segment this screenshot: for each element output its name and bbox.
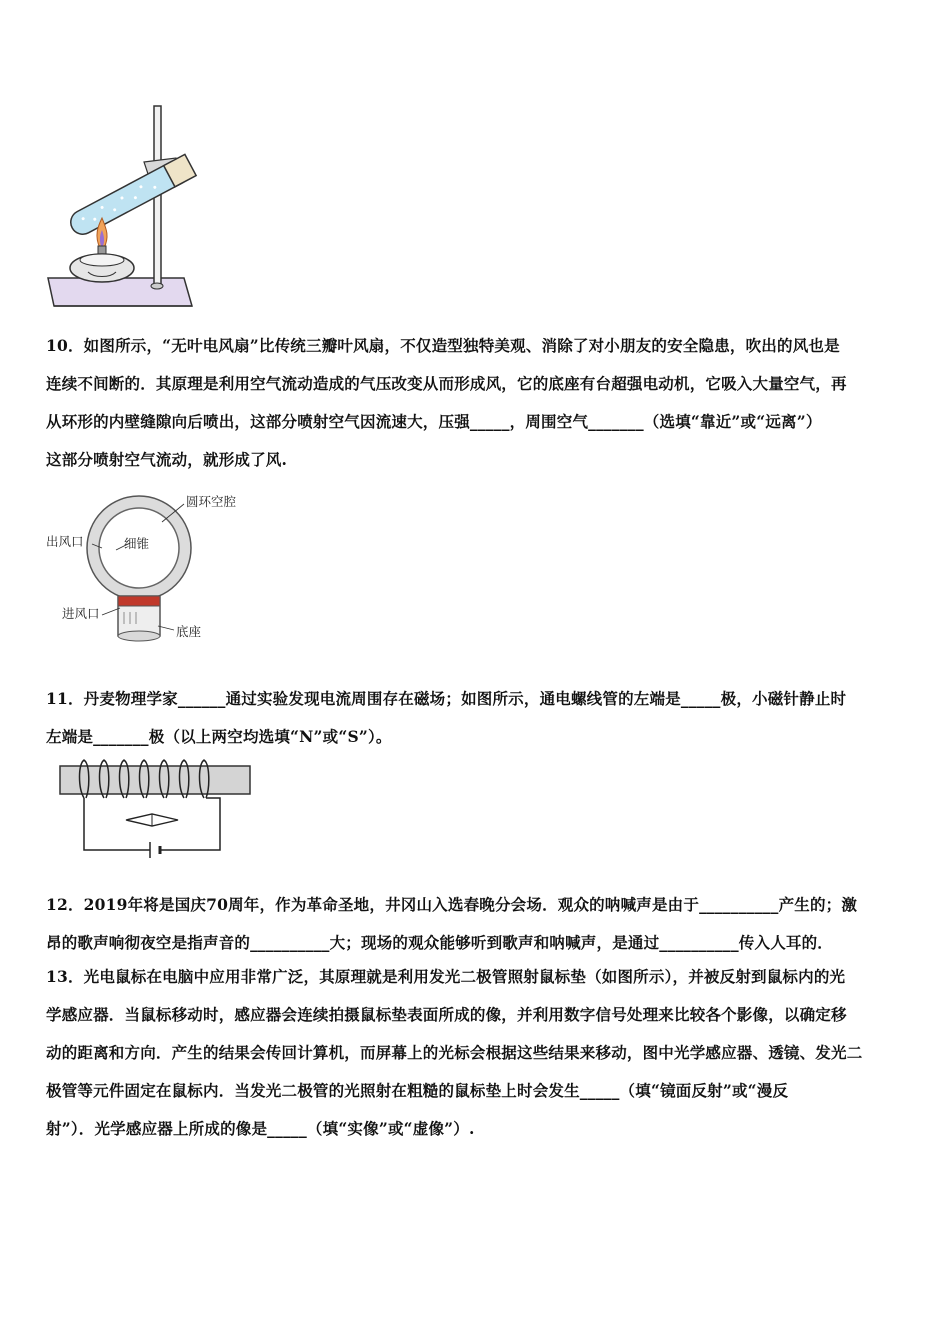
question-13-line-4: 极管等元件固定在鼠标内．当发光二极管的光照射在粗糙的鼠标垫上时会发生_____（填“镜面反射”或“漫反 <box>46 1081 789 1100</box>
question-12-line-1: 12．2019年将是国庆70周年，作为革命圣地，井冈山入选春晚分会场．观众的呐喊声是由于__________产生的；激 <box>46 895 858 914</box>
fan-label-cone: 细锥 <box>124 536 150 551</box>
question-13-line-2: 学感应器．当鼠标移动时，感应器会连续拍摄鼠标垫表面所成的像，并利用数字信号处理来比较各个影像，以确定移 <box>46 1005 847 1024</box>
question-13-line-1: 13．光电鼠标在电脑中应用非常广泛，其原理就是利用发光二极管照射鼠标垫（如图所示），并被反射到鼠标内的光 <box>46 967 846 986</box>
question-11 <box>46 680 908 756</box>
question-10 <box>46 327 908 479</box>
solenoid-circuit-figure <box>56 758 256 862</box>
question-10-line-2: 连续不间断的．其原理是利用空气流动造成的气压改变从而形成风，它的底座有台超强电动机，它吸入大量空气，再 <box>46 374 847 393</box>
fan-label-outlet: 出风口 <box>46 534 84 549</box>
bladeless-fan-figure <box>44 490 264 652</box>
question-13-line-3: 动的距离和方向．产生的结果会传回计算机，而屏幕上的光标会根据这些结果来移动，图中光学感应器、透镜、发光二 <box>46 1043 863 1062</box>
fan-label-base: 底座 <box>176 624 202 639</box>
question-13-line-5: 射”）．光学感应器上所成的像是_____（填“实像”或“虚像”）. <box>46 1119 475 1138</box>
question-10-line-1: 10．如图所示，“无叶电风扇”比传统三瓣叶风扇，不仅造型独特美观、消除了对小朋友的安全隐患，吹出的风也是 <box>46 336 840 355</box>
question-12-line-2: 昂的歌声响彻夜空是指声音的__________大；现场的观众能够听到歌声和呐喊声，是通过__________传入人耳的． <box>46 933 834 952</box>
test-tube-heating-figure <box>44 100 204 310</box>
fan-label-inlet: 进风口 <box>62 606 100 621</box>
question-12 <box>46 886 908 962</box>
question-11-line-1: 11．丹麦物理学家______通过实验发现电流周围存在磁场；如图所示，通电螺线管的左端是_____极，小磁针静止时 <box>46 689 847 708</box>
fan-label-ring: 圆环空腔 <box>186 494 237 509</box>
question-10-line-4: 这部分喷射空气流动，就形成了风. <box>46 450 288 469</box>
question-11-line-2: 左端是_______极（以上两空均选填“N”或“S”）。 <box>46 727 392 746</box>
question-10-line-3: 从环形的内壁缝隙向后喷出，这部分喷射空气因流速大，压强_____，周围空气_______（选填“靠近”或“远离”） <box>46 412 822 431</box>
question-13 <box>46 958 908 1148</box>
